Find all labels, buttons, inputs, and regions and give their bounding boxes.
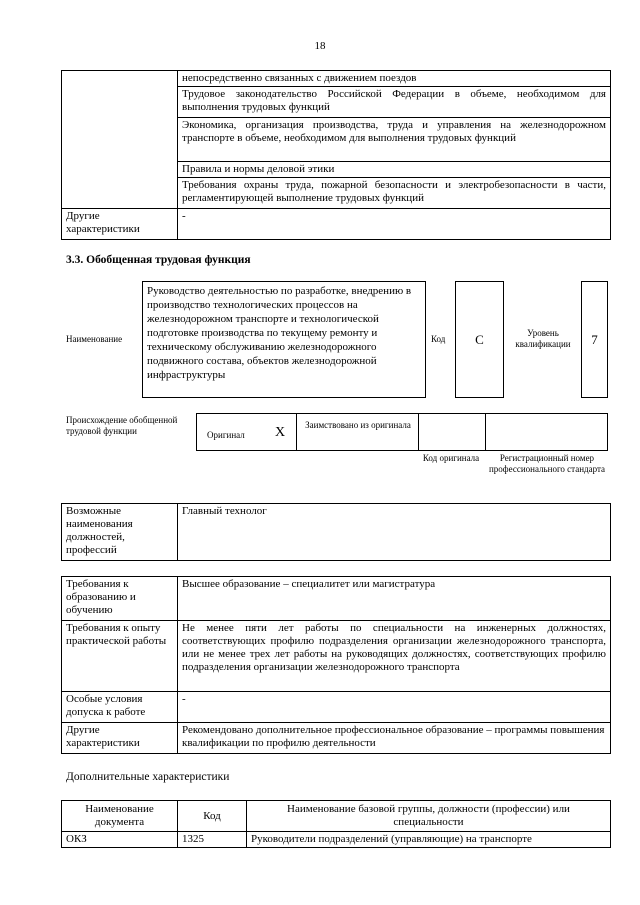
table-row: [62, 832, 611, 848]
level-label: Уровень квалификации: [515, 328, 571, 349]
original-mark: X: [275, 425, 286, 440]
additional-cell: Руководители подразделений (управляющие) на транспорте: [247, 832, 611, 848]
code-label: Код: [431, 334, 446, 344]
divider: [485, 414, 486, 450]
requirement-label: Требования к образованию и обучению: [62, 577, 178, 621]
registration-caption: Регистрационный номер профессионального стандарта: [488, 453, 606, 474]
code-original-caption: Код оригинала: [422, 453, 480, 463]
additional-cell: ОКЗ: [62, 832, 178, 848]
requirement-value: Рекомендовано дополнительное профессиональное образование – программы повышения квалификации по профилю деятельности: [178, 723, 611, 754]
borrowed-label: Заимствовано из оригинала: [305, 420, 411, 430]
positions-value: Главный технолог: [178, 504, 611, 561]
requirements-table: [61, 576, 611, 754]
other-characteristics-value: -: [178, 209, 611, 240]
positions-table: [61, 503, 611, 561]
additional-cell: 1325: [178, 832, 247, 848]
additional-header: Наименование базовой группы, должности (профессии) или специальности: [247, 801, 611, 832]
function-name: Руководство деятельностью по разработке, внедрению в производство технологических процессов на железнодорожном транспорте и технологической подготовке производства по текущему ремонту и техническому обслуживанию железнодорожного подвижного состава, объектов железнодорожной инфраструктуры: [142, 281, 426, 398]
knowledge-item: Требования охраны труда, пожарной безопасности и электробезопасности в части, регламентирующей выполнение трудовых функций: [178, 178, 611, 209]
additional-header: Наименование документа: [62, 801, 178, 832]
knowledge-item: Правила и нормы деловой этики: [178, 162, 611, 178]
divider: [418, 414, 419, 450]
knowledge-table: [61, 70, 611, 240]
section-title: 3.3. Обобщенная трудовая функция: [66, 254, 251, 266]
requirement-value: Не менее пяти лет работы по специальности на инженерных должностях, соответствующих профилю подразделения организации железнодорожного транспорта, или не менее трех лет работы на руководящих должностях, соответствующих профилю подразделения организации железнодорожного транспорта: [178, 621, 611, 692]
knowledge-item: Трудовое законодательство Российской Федерации в объеме, необходимом для выполнения трудовых функций: [178, 87, 611, 118]
divider: [296, 414, 297, 450]
requirement-label: Требования к опыту практической работы: [62, 621, 178, 692]
knowledge-label-cell: [62, 71, 178, 209]
additional-header: Код: [178, 801, 247, 832]
name-label: Наименование: [66, 334, 123, 344]
additional-table: [61, 800, 611, 848]
requirement-value: Высшее образование – специалитет или магистратура: [178, 577, 611, 621]
other-characteristics-label: Другие характеристики: [62, 209, 178, 240]
original-label: Оригинал: [207, 430, 245, 440]
level-value: 7: [581, 281, 608, 398]
requirement-value: -: [178, 692, 611, 723]
page-number: 18: [314, 40, 326, 52]
origin-frame: [196, 413, 608, 451]
origin-label: Происхождение обобщенной трудовой функции: [66, 415, 178, 436]
knowledge-item: непосредственно связанных с движением поездов: [178, 71, 611, 87]
positions-label: Возможные наименования должностей, профессий: [62, 504, 178, 561]
code-value: C: [455, 281, 504, 398]
knowledge-item: Экономика, организация производства, труда и управления на железнодорожном транспорте в объеме, необходимом для выполнения трудовых функций: [178, 118, 611, 162]
additional-title: Дополнительные характеристики: [66, 771, 230, 783]
requirement-label: Другие характеристики: [62, 723, 178, 754]
requirement-label: Особые условия допуска к работе: [62, 692, 178, 723]
